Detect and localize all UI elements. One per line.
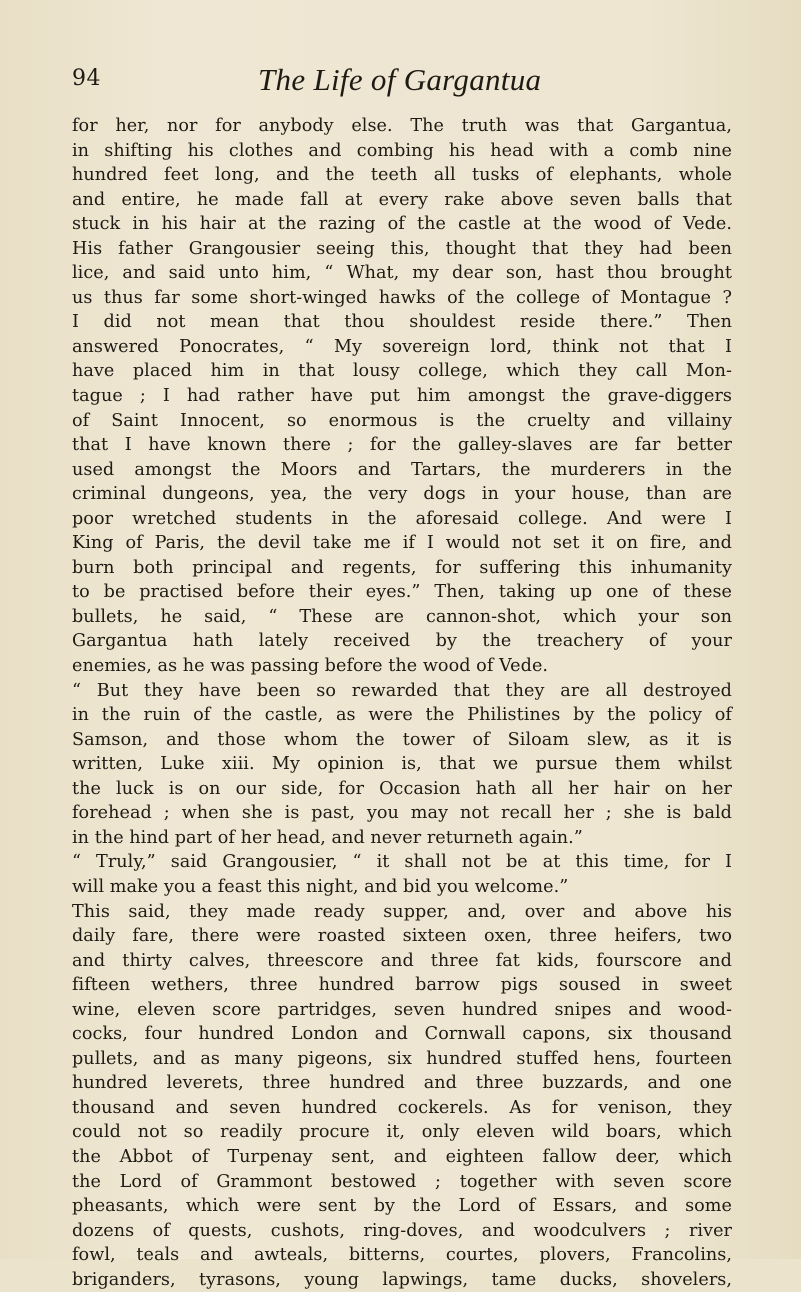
text-line: could not so readily procure it, only eleven wild boars, which: [72, 1122, 732, 1143]
text-line: answered Ponocrates, “ My sovereign lord, think not that I: [72, 336, 732, 357]
text-line: to be practised before their eyes.” Then, taking up one of these: [72, 582, 732, 603]
text-line: pheasants, which were sent by the Lord of Essars, and some: [72, 1196, 732, 1217]
text-line: I did not mean that thou shouldest reside there.” Then: [72, 312, 732, 333]
text-line: enemies, as he was passing before the wood of Vede.: [72, 656, 549, 677]
text-line: bullets, he said, “ These are cannon-shot, which your son: [72, 606, 732, 627]
text-line: of Saint Innocent, so enormous is the cruelty and villainy: [72, 410, 732, 431]
text-line: stuck in his hair at the razing of the castle at the wood of Vede.: [72, 214, 732, 235]
text-line: the Abbot of Turpenay sent, and eighteen fallow deer, which: [72, 1146, 732, 1167]
text-line: us thus far some short-winged hawks of the college of Montague ?: [72, 287, 732, 308]
text-line: that I have known there ; for the galley-slaves are far better: [72, 435, 732, 456]
text-line: the Lord of Grammont bestowed ; together with seven score: [72, 1171, 732, 1192]
text-line: “ But they have been so rewarded that they are all destroyed: [72, 680, 732, 701]
text-line: Gargantua hath lately received by the treachery of your: [72, 631, 732, 652]
text-line: King of Paris, the devil take me if I would not set it on fire, and: [72, 533, 732, 554]
text-line: “ Truly,” said Grangousier, “ it shall not be at this time, for I: [72, 852, 732, 873]
text-line: dozens of quests, cushots, ring-doves, and woodculvers ; river: [72, 1220, 732, 1241]
text-line: lice, and said unto him, “ What, my dear son, hast thou brought: [72, 263, 732, 284]
text-line: poor wretched students in the aforesaid college. And were I: [72, 508, 732, 529]
text-line: daily fare, there were roasted sixteen oxen, three heifers, two: [72, 926, 732, 947]
text-line: and thirty calves, threescore and three fat kids, fourscore and: [72, 950, 732, 971]
text-line: used amongst the Moors and Tartars, the murderers in the: [72, 459, 732, 480]
text-line: and entire, he made fall at every rake above seven balls that: [72, 189, 732, 210]
text-line: criminal dungeons, yea, the very dogs in your house, than are: [72, 484, 732, 505]
text-line: in shifting his clothes and combing his head with a comb nine: [72, 140, 732, 161]
text-line: in the hind part of her head, and never returneth again.”: [72, 827, 583, 848]
text-line: hundred feet long, and the teeth all tusks of elephants, whole: [72, 165, 732, 186]
running-head: [72, 58, 722, 102]
text-line: the luck is on our side, for Occasion hath all her hair on her: [72, 778, 732, 799]
text-line: This said, they made ready supper, and, over and above his: [72, 901, 732, 922]
text-line: pullets, and as many pigeons, six hundred stuffed hens, fourteen: [72, 1048, 732, 1069]
text-line: thousand and seven hundred cockerels. As for venison, they: [72, 1097, 732, 1118]
text-line: forehead ; when she is past, you may not recall her ; she is bald: [72, 803, 732, 824]
text-line: briganders, tyrasons, young lapwings, tame ducks, shovelers,: [72, 1269, 732, 1290]
text-line: tague ; I had rather have put him amongst the grave-diggers: [72, 386, 732, 407]
text-line: Samson, and those whom the tower of Siloam slew, as it is: [72, 729, 732, 750]
body-text: [72, 114, 732, 1292]
text-line: for her, nor for anybody else. The truth was that Gargantua,: [72, 116, 732, 136]
text-line: cocks, four hundred London and Cornwall capons, six thousand: [72, 1024, 732, 1045]
text-line: fowl, teals and awteals, bitterns, courtes, plovers, Francolins,: [72, 1245, 732, 1266]
text-line: will make you a feast this night, and bid you welcome.”: [72, 876, 569, 897]
text-line: hundred leverets, three hundred and three buzzards, and one: [72, 1073, 732, 1094]
text-line: fifteen wethers, three hundred barrow pigs soused in sweet: [72, 975, 732, 996]
running-title: The Life of Gargantua: [258, 62, 542, 97]
text-line: in the ruin of the castle, as were the Philistines by the policy of: [72, 705, 732, 726]
text-line: burn both principal and regents, for suffering this inhumanity: [72, 557, 732, 578]
text-line: have placed him in that lousy college, which they call Mon-: [72, 361, 732, 382]
page-number: 94: [72, 66, 101, 91]
text-line: written, Luke xiii. My opinion is, that we pursue them whilst: [72, 754, 732, 775]
text-line: His father Grangousier seeing this, thought that they had been: [72, 238, 732, 259]
text-line: wine, eleven score partridges, seven hundred snipes and wood-: [72, 999, 732, 1020]
